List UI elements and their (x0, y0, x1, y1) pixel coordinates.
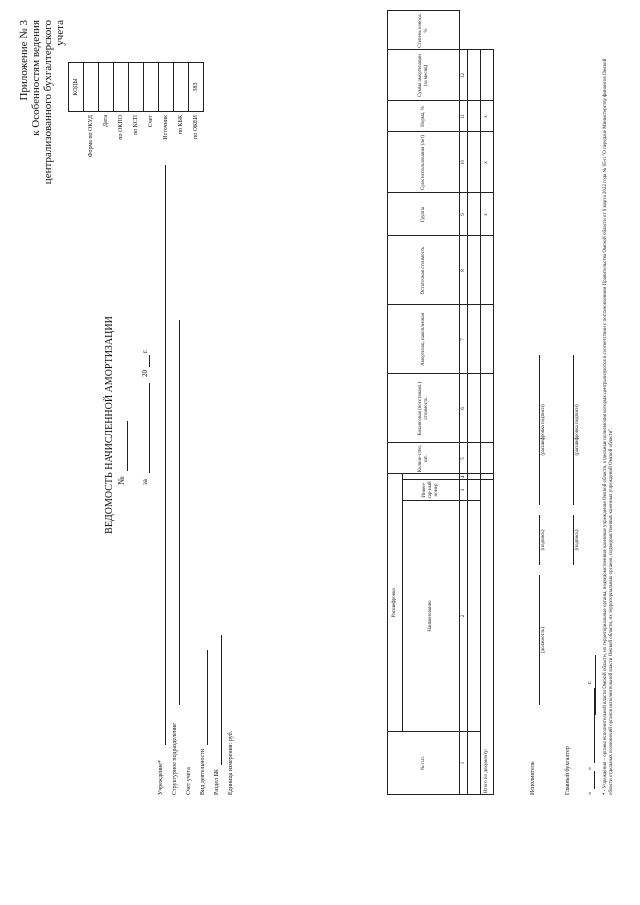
chief-signature-caption: (подпись) (575, 529, 580, 551)
data-cell[interactable] (468, 236, 481, 305)
chief-signature-line (573, 515, 574, 565)
field-section-line (221, 635, 222, 765)
signature-date-year-suffix: г. (587, 680, 593, 684)
signature-date-open-quote: « (587, 792, 593, 795)
data-cell[interactable] (468, 480, 481, 501)
data-cell[interactable] (468, 101, 481, 132)
data-cell[interactable] (468, 193, 481, 236)
code-label: по ОКЕИ (192, 115, 199, 140)
header-name: Наименование (403, 501, 460, 732)
total-cell[interactable] (481, 236, 494, 305)
header-wear-degree: Степень износа, % (388, 11, 460, 50)
code-row-ksp (129, 63, 144, 188)
code-value[interactable] (159, 63, 174, 112)
date-line (149, 383, 150, 473)
header-quantity: Количе-ство, шт. (388, 443, 460, 474)
header-inventory-number: Инвен-тар-ный номер (403, 480, 460, 501)
total-cell[interactable] (481, 305, 494, 374)
signature-date-day-line (594, 771, 595, 789)
chief-decoding-caption: (расшифровка подписи) (575, 404, 580, 456)
data-cell[interactable] (468, 132, 481, 193)
code-value[interactable] (84, 63, 99, 112)
executor-decoding-line (539, 355, 540, 505)
code-label: по КСП (132, 115, 139, 135)
field-section-label: Раздел БК (214, 769, 220, 795)
code-label: по КБК (177, 115, 184, 135)
number-cell: 5 (460, 443, 468, 474)
code-row-source (159, 63, 174, 188)
code-value[interactable] (129, 63, 144, 112)
executor-signature-line (539, 515, 540, 565)
field-institution-label: Учреждение* (158, 760, 164, 795)
header-rate: Норма, % (388, 101, 460, 132)
appendix-line-2: к Особенностям ведения (30, 20, 42, 136)
table-header-row (388, 11, 403, 795)
date-prefix: за (141, 479, 149, 485)
table-data-row (468, 11, 481, 795)
codes-table (68, 62, 204, 187)
header-useful-life: Срок использования (лет) (388, 132, 460, 193)
executor-signature-caption: (подпись) (541, 529, 546, 551)
field-activity-line (207, 650, 208, 745)
code-value[interactable] (99, 63, 114, 112)
total-cell: x (481, 132, 494, 193)
appendix-line-3: централизованного бухгалтерского (42, 20, 54, 185)
code-label: Дата (102, 115, 109, 127)
table-total-row (481, 11, 494, 795)
number-cell: 11 (460, 101, 468, 132)
executor-label: Исполнитель (530, 761, 536, 795)
appendix-line-4: учета (54, 20, 66, 46)
number-cell: 7 (460, 305, 468, 374)
code-value[interactable]: 383 (189, 63, 204, 112)
footnote-separator (595, 655, 596, 715)
header-accumulated: Амортизац. накопленная (388, 305, 460, 374)
code-row-account (144, 63, 159, 188)
field-institution-line (165, 165, 166, 745)
header-balance-value: Балансовая (восстанавл.) стоимость (388, 374, 460, 443)
code-value[interactable] (174, 63, 189, 112)
field-unit-label: Единица измерения: руб. (228, 730, 234, 795)
header-row-number: № п.п. (388, 732, 460, 795)
footnote: * - Учреждения – органы исполнительной власти Омской области, их территориальные органы, подведомственные казенные учреждения Омской области, отдельные полномочия которых централизуются в соответствии с постановлением Правительства Омской области от 9 марта 2022 года № 95-п "О передаче Министерству финансов Омской области отдельных полномочий органов исполнительной власти Омской области, их территориальных органов, подведомственных казенных учреждений Омской области". (603, 58, 614, 795)
number-cell: 6 (460, 374, 468, 443)
total-cell: x (481, 193, 494, 236)
chief-accountant-label: Главный бухгалтер (565, 746, 571, 795)
table-number-row (460, 11, 468, 795)
codes-header-row (69, 63, 84, 188)
total-cell[interactable] (481, 50, 494, 101)
date-year-suffix: г. (141, 349, 149, 353)
code-row-kbk (174, 63, 189, 188)
code-label: Счет (147, 115, 154, 128)
data-cell[interactable] (468, 50, 481, 101)
total-cell: x (481, 101, 494, 132)
code-row-okei (189, 63, 204, 188)
number-cell: 3 (460, 480, 468, 501)
appendix-heading (18, 20, 66, 280)
data-cell[interactable] (468, 474, 481, 480)
executor-position-caption: (должность) (541, 626, 546, 654)
header-group: Группа (388, 193, 460, 236)
document-number-line (127, 421, 128, 471)
executor-decoding-caption: (расшифровка подписи) (541, 404, 546, 456)
code-label: по ОКПО (117, 115, 124, 140)
number-cell: 4 (460, 475, 466, 478)
document-title: ВЕДОМОСТЬ НАЧИСЛЕННОЙ АМОРТИЗАЦИИ (104, 316, 115, 534)
amortization-table (387, 11, 494, 796)
header-residual: Остаточная стоимость (388, 236, 460, 305)
codes-header: КОДЫ (69, 63, 84, 112)
codes-header-spacer (69, 112, 84, 188)
field-subdivision-label: Структурное подразделение (172, 723, 178, 795)
number-cell: 1 (460, 732, 468, 795)
data-cell[interactable] (468, 443, 481, 474)
document-number-label: № (116, 476, 126, 485)
header-decoding: Расшифровка (388, 474, 403, 732)
total-cell[interactable] (481, 474, 494, 480)
data-cell[interactable] (468, 374, 481, 443)
code-row-okpo (114, 63, 129, 188)
total-cell[interactable] (481, 443, 494, 474)
appendix-line-1: Приложение № 3 (18, 20, 30, 101)
date-year-prefix: 20 (141, 370, 149, 377)
code-label: Источник (162, 115, 169, 140)
number-cell: 12 (460, 50, 468, 101)
signature-date-close-quote: » (587, 767, 593, 770)
data-cell[interactable] (468, 501, 481, 732)
executor-position-line (539, 575, 540, 705)
number-cell: 10 (460, 132, 468, 193)
header-monthly-amount: Сумма амортизации (за месяц) (388, 50, 460, 101)
field-account-label: Счет учета (186, 767, 192, 795)
number-cell: 9 (460, 193, 468, 236)
code-row-okud (84, 63, 99, 188)
data-cell[interactable] (468, 305, 481, 374)
date-year-line (149, 355, 150, 367)
code-value[interactable] (114, 63, 129, 112)
field-activity-label: Вид деятельности (200, 748, 206, 795)
data-cell[interactable] (468, 732, 481, 795)
field-subdivision-line (179, 320, 180, 705)
total-label: Итого по документу: (481, 480, 494, 795)
code-label: Форма по ОКУД (87, 115, 94, 158)
chief-decoding-line (573, 355, 574, 505)
code-row-date (99, 63, 114, 188)
number-cell: 2 (460, 501, 468, 732)
number-cell: 8 (460, 236, 468, 305)
code-value[interactable] (144, 63, 159, 112)
total-cell[interactable] (481, 374, 494, 443)
